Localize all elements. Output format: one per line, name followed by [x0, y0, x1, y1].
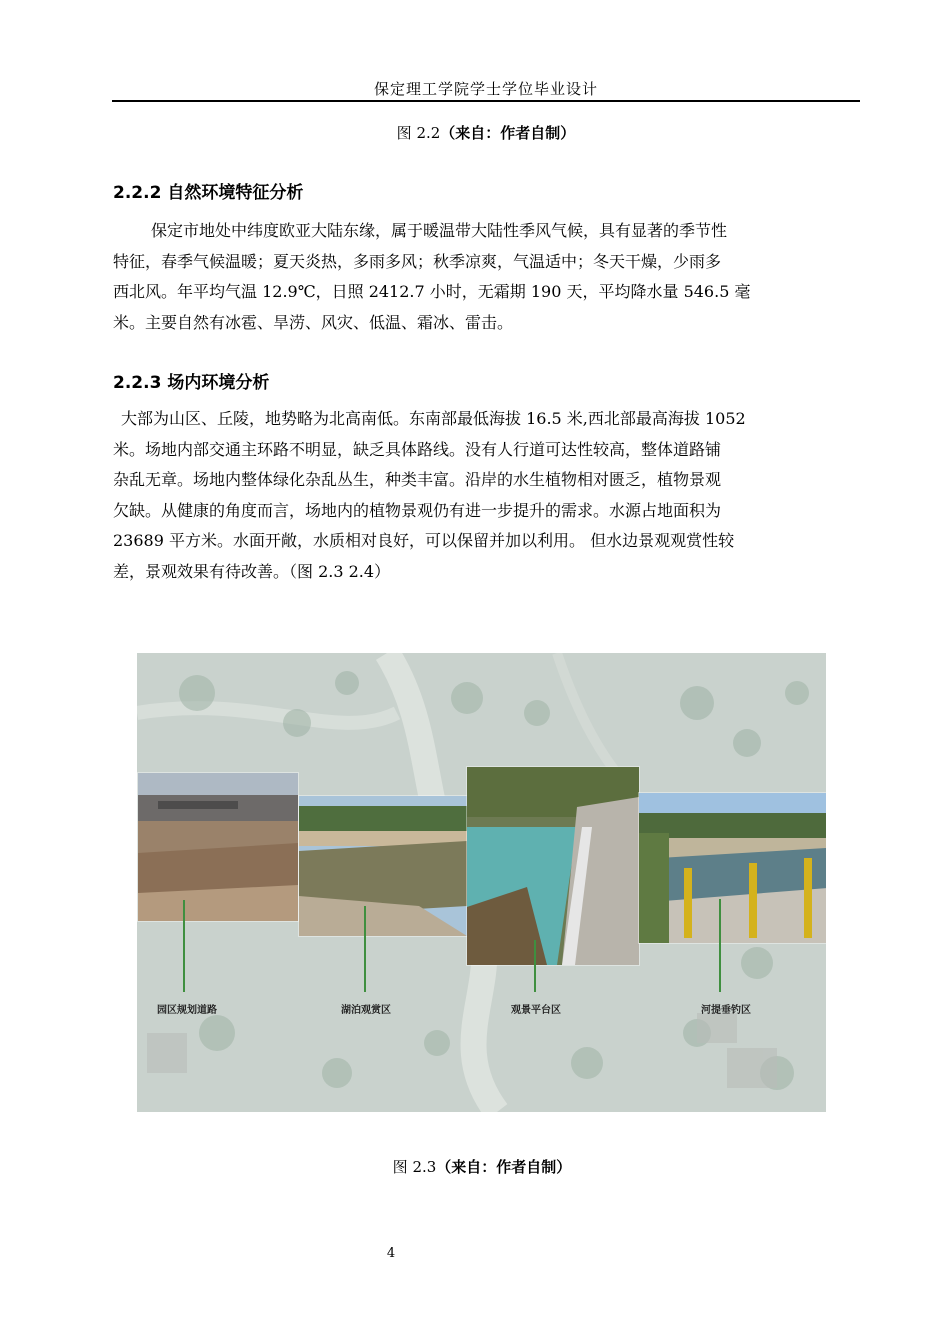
- figure-2-3-number: 图 2.3: [392, 1158, 437, 1176]
- paragraph-line: 欠缺。从健康的角度而言，场地内的植物景观仍有进一步提升的需求。水源占地面积为: [113, 500, 722, 520]
- paragraph-line: 西北风。年平均气温 12.9℃，日照 2412.7 小时，无霜期 190 天，平均降水量 546.5 毫: [113, 282, 751, 301]
- viewing-platform-label: 观景平台区: [511, 1005, 561, 1016]
- figure-2-2-caption: [112, 122, 860, 143]
- label-pointer: [719, 899, 721, 992]
- viewing-platform-photo: [466, 766, 640, 966]
- paragraph-line: 米。场地内部交通主环路不明显，缺乏具体路线。没有人行道可达性较高，整体道路铺: [113, 439, 722, 459]
- planned-road-photo: [137, 772, 299, 922]
- paragraph-line: 大部为山区、丘陵，地势略为北高南低。东南部最低海拔 16.5 米,西北部最高海拔 1052: [121, 409, 746, 428]
- figure-2-3-source: （来自：作者自制）: [436, 1158, 572, 1176]
- paragraph-line: 保定市地处中纬度欧亚大陆东缘，属于暖温带大陆性季风气候，具有显著的季节性: [151, 221, 728, 240]
- section-2-2-3-heading: 2.2.3 场内环境分析: [113, 373, 270, 393]
- section-2-2-3-paragraph: [113, 404, 861, 587]
- label-pointer: [364, 906, 366, 992]
- riverbank-fishing-photo: [638, 792, 826, 944]
- section-2-2-2-heading: 2.2.2 自然环境特征分析: [113, 183, 304, 203]
- site-photo-figure: [137, 653, 826, 1112]
- figure-2-2-source: （来自：作者自制）: [440, 124, 576, 142]
- paragraph-line: 差，景观效果有待改善。（图 2.3 2.4）: [113, 561, 391, 581]
- riverbank-fishing-label: 河提垂钓区: [701, 1005, 751, 1016]
- figure-2-3-caption: [112, 1156, 852, 1177]
- label-pointer: [183, 900, 185, 992]
- planned-road-label: 园区规划道路: [157, 1005, 217, 1016]
- lake-viewing-photo: [298, 795, 468, 937]
- lake-viewing-label: 湖泊观赏区: [341, 1005, 391, 1016]
- paragraph-line: 杂乱无章。场地内整体绿化杂乱丛生，种类丰富。沿岸的水生植物相对匮乏，植物景观: [113, 470, 722, 489]
- header-rule: [112, 100, 860, 102]
- figure-2-2-number: 图 2.2: [396, 124, 441, 142]
- label-pointer: [534, 940, 536, 992]
- paragraph-line: 特征，春季气候温暖；夏天炎热，多雨多风；秋季凉爽，气温适中；冬天干燥，少雨多: [113, 251, 722, 271]
- paragraph-line: 米。主要自然有冰雹、旱涝、风灾、低温、霜冰、雷击。: [113, 312, 514, 332]
- paragraph-line: 23689 平方米。水面开敞，水质相对良好，可以保留并加以利用。 但水边景观观赏性较: [113, 531, 735, 550]
- page-number: 4: [386, 1246, 396, 1261]
- section-2-2-2-paragraph: [113, 216, 858, 338]
- page-header: 保定理工学院学士学位毕业设计: [373, 80, 598, 98]
